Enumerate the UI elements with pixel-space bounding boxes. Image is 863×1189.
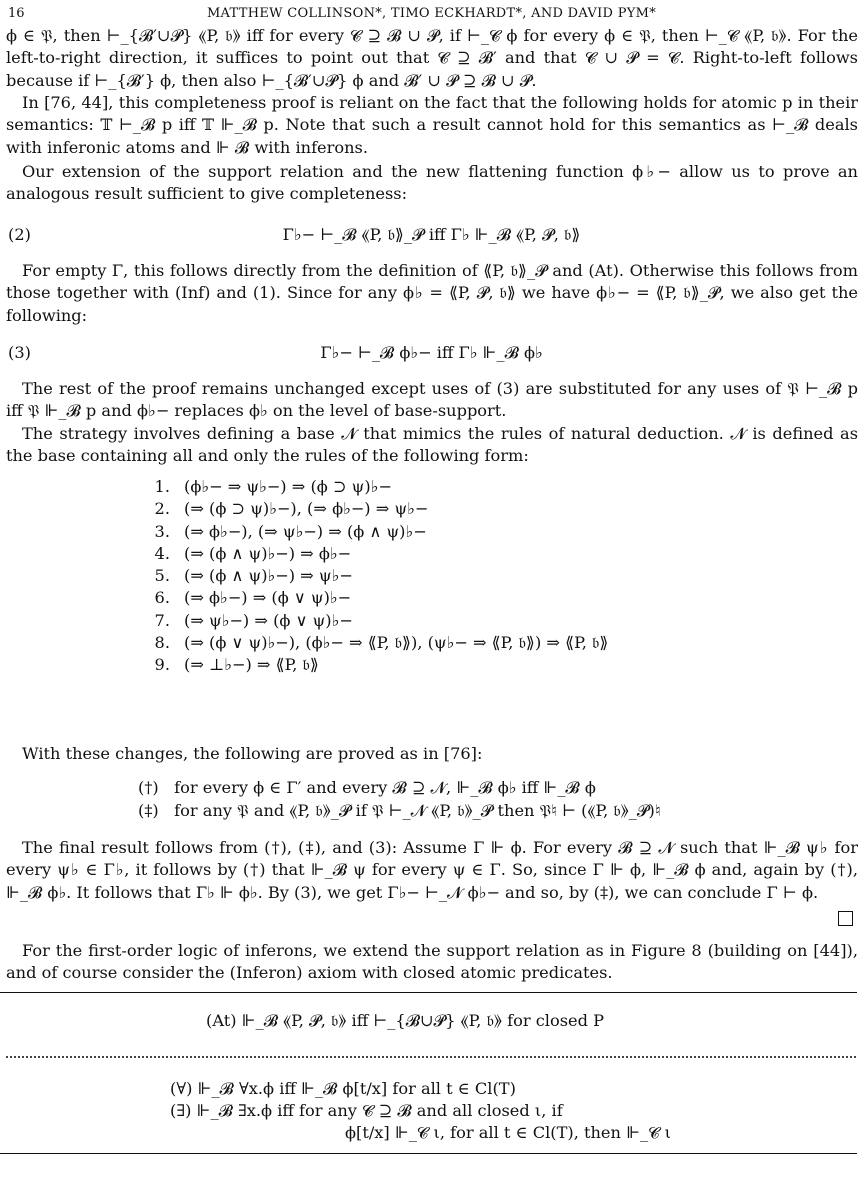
equation-3: Γ♭− ⊢_𝓑 ϕ♭− iff Γ♭ ⊩_𝓑 ϕ♭ — [320, 343, 543, 362]
rule-item: 2. (⇒ (ϕ ⊃ ψ)♭−), (⇒ ϕ♭−) ⇒ ψ♭− — [154, 499, 429, 519]
equation-2: Γ♭− ⊢_𝓑 ⟪P, 𝔟⟫_𝓟 iff Γ♭ ⊩_𝓑 ⟪P, 𝓟, 𝔟⟫ — [282, 225, 581, 244]
claim-dagger — [138, 777, 596, 799]
rule-item: 3. (⇒ ϕ♭−), (⇒ ψ♭−) ⇒ (ϕ ∧ ψ)♭− — [154, 521, 427, 541]
running-head: MATTHEW COLLINSON*, TIMO ECKHARDT*, AND DAVID PYM* — [206, 6, 657, 21]
paragraph-strategy: The strategy involves defining a base 𝓝 that mimics the rules of natural deduction. 𝓝 is defined as the base containing all and only the rules of the following form: — [6, 424, 858, 466]
paragraph-extension: Our extension of the support relation and the new flattening function ϕ♭− allow us to prove an analogous result sufficient to give completeness: — [6, 162, 858, 204]
paragraph-rest-of-proof: The rest of the proof remains unchanged except uses of (3) are substituted for any uses of 𝔓 ⊢_𝓑 p iff 𝔓 ⊩_𝓑 p and ϕ♭− replaces ϕ♭ on the level of base-support. — [6, 379, 858, 421]
rule-item: 5. (⇒ (ϕ ∧ ψ)♭−) ⇒ ψ♭− — [154, 566, 353, 586]
figure-bottom-rule — [0, 1153, 857, 1154]
rule-item: 8. (⇒ (ϕ ∨ ψ)♭−), (ϕ♭− ⇒ ⟪P, 𝔟⟫), (ψ♭− ⇒ ⟪P, 𝔟⟫) ⇒ ⟪P, 𝔟⟫ — [154, 633, 609, 653]
figure-exists-continuation: ϕ[t/x] ⊩_𝓒 ι, for all t ∈ Cl(T), then ⊩_𝓒 ι — [345, 1123, 672, 1142]
figure-forall-rule: (∀) ⊩_𝓑 ∀x.ϕ iff ⊩_𝓑 ϕ[t/x] for all t ∈ Cl(T) — [170, 1079, 516, 1098]
figure-top-rule — [0, 992, 857, 993]
equation-2-label: (2) — [8, 225, 31, 244]
rule-item: 7. (⇒ ψ♭−) ⇒ (ϕ ∨ ψ)♭− — [154, 610, 353, 630]
rule-item: 4. (⇒ (ϕ ∧ ψ)♭−) ⇒ ϕ♭− — [154, 543, 352, 563]
figure-at-rule: (At) ⊩_𝓑 ⟪P, 𝓟, 𝔟⟫ iff ⊢_{𝓑∪𝓟} ⟪P, 𝔟⟫ for closed P — [206, 1011, 605, 1030]
paragraph-first-order: For the first-order logic of inferons, we extend the support relation as in Figure 8 (building on [44]), and of course consider the (Inferon) axiom with closed atomic predicates. — [6, 941, 858, 983]
claim-mark: (‡) — [138, 801, 159, 820]
claim-text: for any 𝔓 and ⟪P, 𝔟⟫_𝓟 if 𝔓 ⊢_𝓝 ⟪P, 𝔟⟫_𝓟 then 𝔓♮ ⊢ (⟪P, 𝔟⟫_𝓟)♮ — [174, 801, 661, 820]
rule-item: 9. (⇒ ⊥♭−) ⇒ ⟪P, 𝔟⟫ — [154, 655, 319, 675]
figure-dotted-separator — [6, 1056, 856, 1058]
paragraph-with-changes: With these changes, the following are proved as in [76]: — [22, 744, 483, 763]
claim-text: for every ϕ ∈ Γ′ and every 𝓑 ⊇ 𝓝, ⊩_𝓑 ϕ♭ iff ⊩_𝓑 ϕ — [174, 778, 596, 797]
paragraph-completeness-reliance: In [76, 44], this completeness proof is reliant on the fact that the following holds for atomic p in their semantics: 𝕋 ⊢_𝓑 p iff 𝕋 ⊩_𝓑 p. Note that such a result cannot hold for this semantics as ⊢_𝓑 deals with inferonic atoms and ⊩ 𝓑 with inferons. — [6, 93, 858, 157]
page-number: 16 — [8, 6, 25, 21]
paragraph-empty-gamma: For empty Γ, this follows directly from the definition of ⟪P, 𝔟⟫_𝓟 and (At). Otherwise this follows from those together with (Inf) and (1). Since for any ϕ♭ = ⟪P, 𝓟, 𝔟⟫ we have ϕ♭− = ⟪P, 𝔟⟫_𝓟, we also get the following: — [6, 261, 858, 325]
equation-3-label: (3) — [8, 343, 31, 362]
claim-mark: (†) — [138, 778, 159, 797]
figure-exists-rule: (∃) ⊩_𝓑 ∃x.ϕ iff for any 𝓒 ⊇ 𝓑 and all closed ι, if — [170, 1101, 563, 1120]
rule-item: 1. (ϕ♭− ⇒ ψ♭−) ⇒ (ϕ ⊃ ψ)♭− — [154, 477, 392, 496]
claim-double-dagger — [138, 800, 661, 822]
rule-item: 6. (⇒ ϕ♭−) ⇒ (ϕ ∨ ψ)♭− — [154, 588, 352, 608]
paragraph-proof-continuation: ϕ ∈ 𝔓, then ⊢_{𝓑′∪𝓟} ⟪P, 𝔟⟫ iff for every 𝓒 ⊇ 𝓑 ∪ 𝓟, if ⊢_𝓒 ϕ for every ϕ ∈ 𝔓, then ⊢_𝓒 ⟪P, 𝔟⟫. For the left-to-right direction, it suffices to point out that 𝓒 ⊇ 𝓑′ and that 𝓒 ∪ 𝓟 = 𝓒. Right-to-left follows because if ⊢_{𝓑′} ϕ, then also ⊢_{𝓑′∪𝓟} ϕ and 𝓑′ ∪ 𝓟 ⊇ 𝓑 ∪ 𝓟. — [6, 26, 858, 90]
qed-icon — [838, 911, 853, 926]
paragraph-final-result: The final result follows from (†), (‡), and (3): Assume Γ ⊩ ϕ. For every 𝓑 ⊇ 𝓝 such that ⊩_𝓑 ψ♭ for every ψ♭ ∈ Γ♭, it follows by (†) that ⊩_𝓑 ψ for every ψ ∈ Γ. So, since Γ ⊩ ϕ, ⊩_𝓑 ϕ and, again by (†), ⊩_𝓑 ϕ♭. It follows that Γ♭ ⊩ ϕ♭. By (3), we get Γ♭− ⊢_𝓝 ϕ♭− and so, by (‡), we can conclude Γ ⊢ ϕ. — [6, 838, 858, 902]
natural-deduction-rules — [148, 476, 608, 677]
